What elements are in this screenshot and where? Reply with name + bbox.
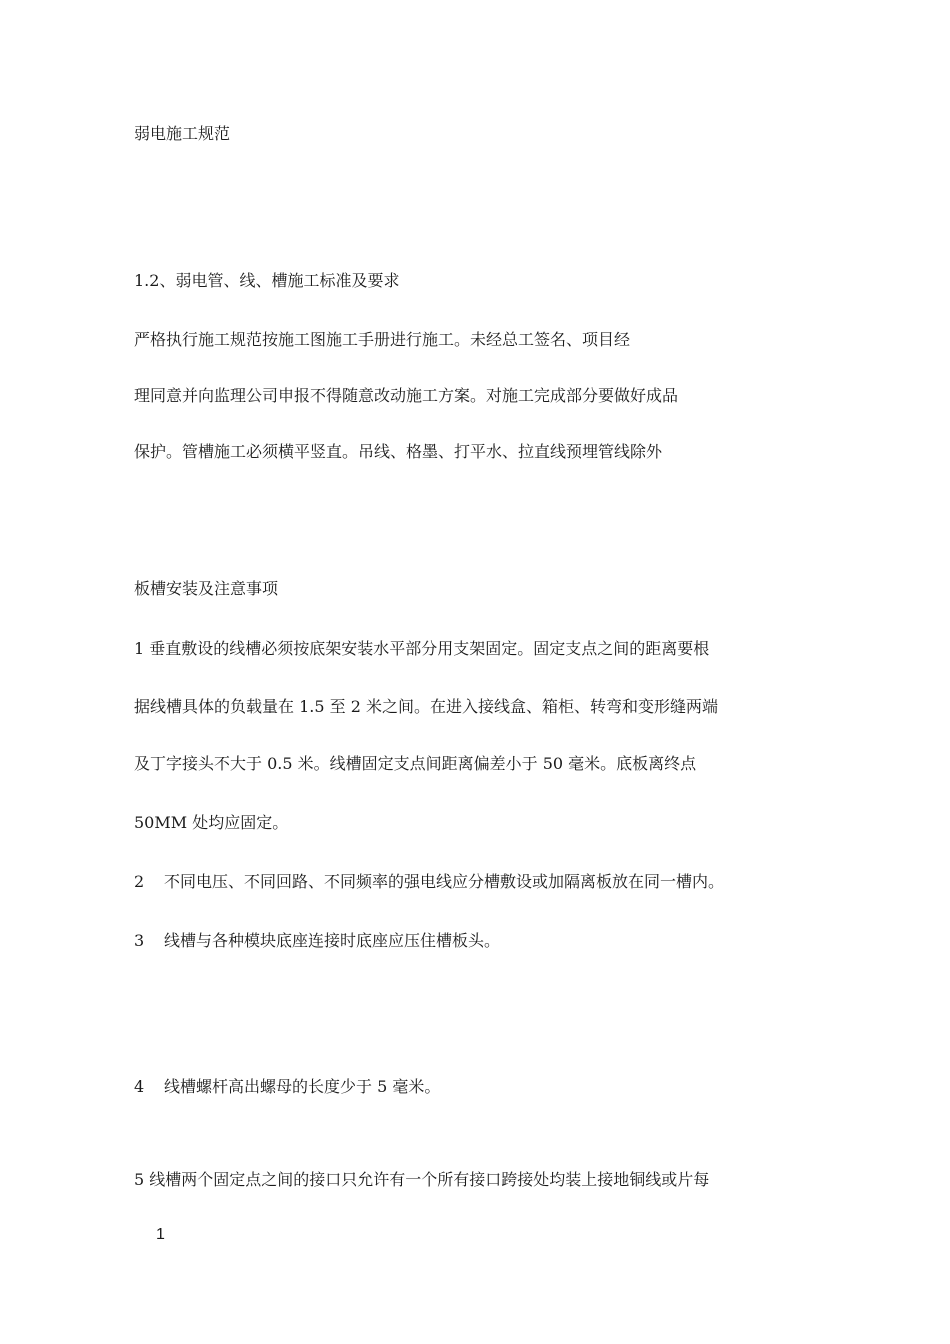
list-item-4 — [134, 1077, 440, 1097]
item1-line-2: 据线槽具体的负载量在 1.5 至 2 米之间。在进入接线盒、箱柜、转弯和变形缝两端 — [134, 697, 718, 716]
subheading: 板槽安装及注意事项 — [134, 579, 279, 598]
list-item-3 — [134, 931, 500, 951]
intro-line-3: 保护。管槽施工必须横平竖直。吊线、格墨、打平水、拉直线预埋管线除外 — [134, 442, 663, 461]
list-item-number: 4 — [134, 1077, 145, 1096]
page-number: 1 — [156, 1226, 165, 1243]
item1-line-4: 50MM 处均应固定。 — [134, 813, 289, 832]
section-heading: 1.2、弱电管、线、槽施工标准及要求 — [134, 271, 400, 290]
list-item-text: 不同电压、不同回路、不同频率的强电线应分槽敷设或加隔离板放在同一槽内。 — [164, 872, 725, 891]
item1-line-3: 及丁字接头不大于 0.5 米。线槽固定支点间距离偏差小于 50 毫米。底板离终点 — [134, 754, 697, 773]
list-item-text: 线槽螺杆高出螺母的长度少于 5 毫米。 — [164, 1077, 441, 1096]
document-title: 弱电施工规范 — [134, 124, 231, 143]
intro-line-1: 严格执行施工规范按施工图施工手册进行施工。未经总工签名、项目经 — [134, 330, 631, 349]
item1-line-1: 1 垂直敷设的线槽必须按底架安装水平部分用支架固定。固定支点之间的距离要根 — [134, 639, 710, 658]
list-item-number: 3 — [134, 931, 145, 950]
list-item-2 — [134, 872, 724, 892]
list-item-text: 线槽与各种模块底座连接时底座应压住槽板头。 — [164, 931, 501, 950]
item5-line-1: 5 线槽两个固定点之间的接口只允许有一个所有接口跨接处均装上接地铜线或片每 — [134, 1170, 710, 1189]
intro-line-2: 理同意并向监理公司申报不得随意改动施工方案。对施工完成部分要做好成品 — [134, 386, 679, 405]
list-item-number: 2 — [134, 872, 145, 891]
